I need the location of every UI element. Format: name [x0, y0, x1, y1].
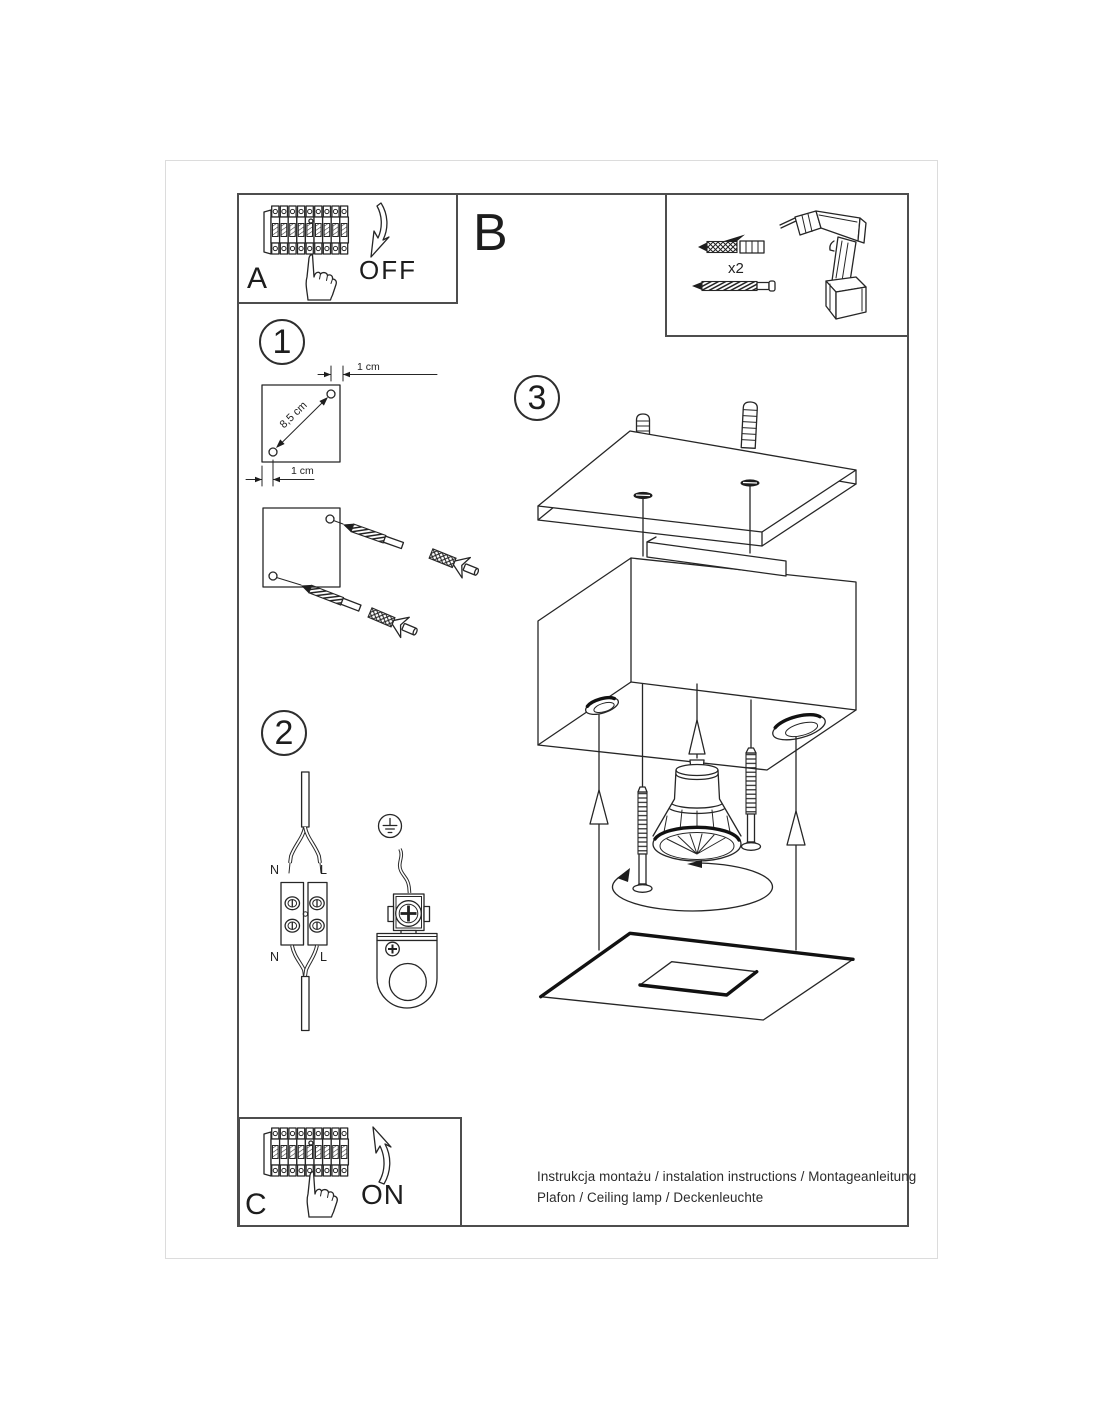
step3-exploded-diagram: [538, 402, 856, 1020]
arrow-down-icon: [371, 203, 389, 257]
wire-l-bottom-label: L: [320, 950, 327, 964]
dimension-diagonal-label: 8,5 cm: [277, 399, 310, 431]
panel-a-label: A: [247, 262, 268, 295]
step-1-badge: [259, 319, 305, 365]
panel-b-label: B: [473, 204, 508, 262]
wire-n-top-label: N: [270, 863, 280, 877]
drill-icon: [780, 211, 866, 319]
gu10-bulb-icon: [653, 760, 741, 861]
anchor-quantity-label: x2: [728, 260, 744, 277]
wire-n-bottom-label: N: [270, 950, 280, 964]
canopy-plate: [538, 431, 856, 556]
panel-c-label: C: [245, 1188, 267, 1221]
footer-line-2: Plafon / Ceiling lamp / Deckenleuchte: [537, 1190, 764, 1205]
arrow-up-icon: [787, 811, 805, 845]
step2-wiring-diagram: [281, 772, 327, 1031]
step-2-badge: [261, 710, 307, 756]
arrow-up-icon: [590, 790, 608, 824]
step1-anchors-diagram: [263, 508, 482, 642]
step-1-number: 1: [272, 322, 292, 361]
parts-drawing: [692, 211, 866, 319]
switch-off-label: OFF: [359, 255, 417, 285]
screw-icon: [692, 281, 775, 291]
wall-plug-icon: [698, 235, 764, 254]
step-2-number: 2: [274, 713, 294, 752]
step-3-badge: [514, 375, 560, 421]
arrow-up-icon: [373, 1127, 391, 1184]
wire-l-top-label: L: [320, 863, 327, 877]
footer-line-1: Instrukcja montażu / instalation instructions / Montageanleitung: [537, 1169, 917, 1184]
step-3-number: 3: [527, 378, 547, 417]
dimension-bottom-label: 1 cm: [291, 465, 314, 477]
switch-on-label: ON: [361, 1179, 405, 1210]
diffuser-plate: [541, 933, 853, 1020]
dimension-top-label: 1 cm: [357, 361, 380, 373]
step2-ground-diagram: [377, 815, 437, 1009]
breaker-off-drawing: [264, 203, 389, 300]
